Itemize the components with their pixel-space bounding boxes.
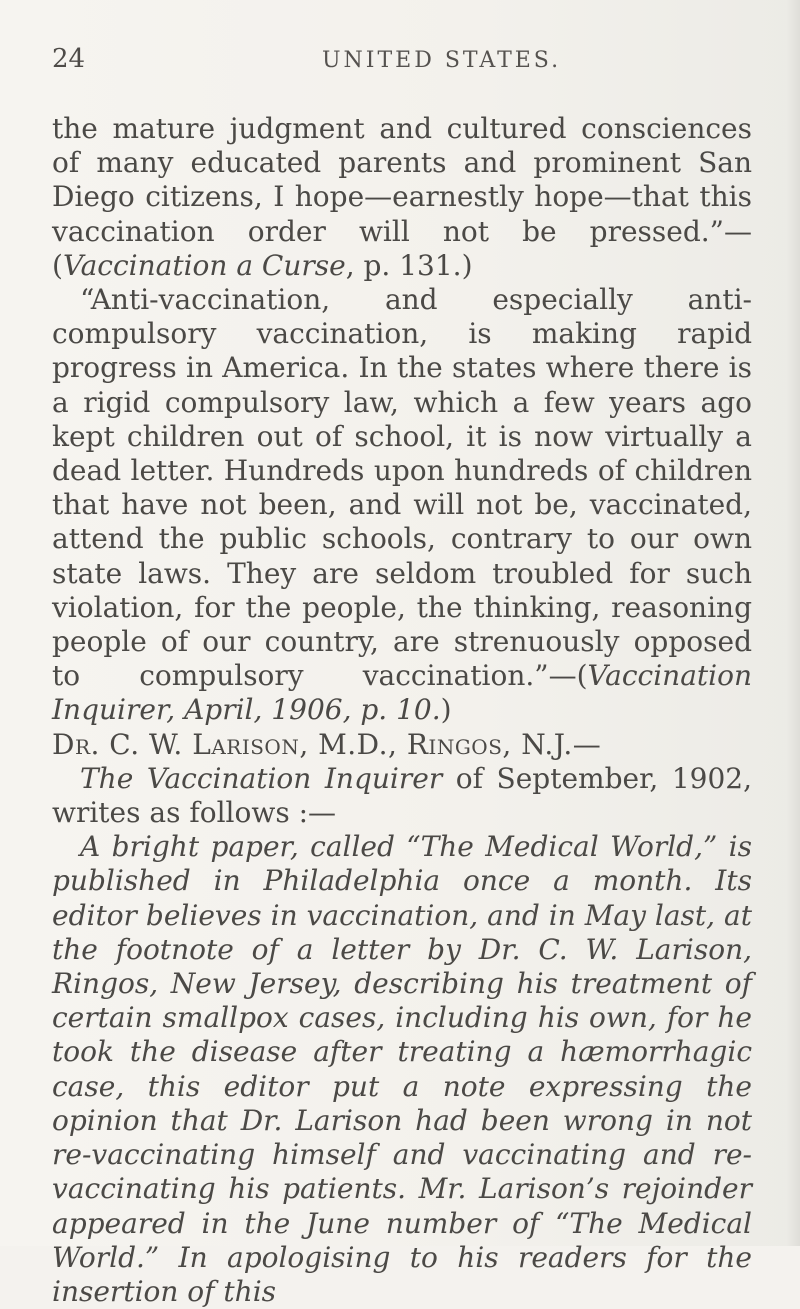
paragraph-inquirer-intro: The Vaccination Inquirer of September, 1902, writes as follows :— [52,761,752,830]
page-edge-shadow [786,0,800,1246]
body-text [52,112,752,1309]
citation-title: Vaccination a Curse [62,248,346,282]
author-heading: Dr. C. W. Larison, M.D., Ringos, N.J.— [52,727,602,761]
paragraph-anti-vaccination-quote: “Anti-vaccination, and especially anti-compulsory vaccination, is making rapid progress in America. In the states where there is a rigid compulsory law, which a few years ago kept children out of school, it is now virtually a dead letter. Hundreds upon hundreds of children that have not been, and will not be, vaccinated, attend the public schools, contrary to our own state laws. They are seldom troubled for such violation, for the people, the thinking, reasoning people of our country, are strenuously opposed to compulsory vaccination.”—(Vaccination Inquirer, April, 1906, p. 10.) [52,283,752,727]
citation-title: Vaccination Inquirer, April, 1906, p. 10. [52,659,752,727]
source-title: The Vaccination Inquirer [80,761,443,795]
page-header [52,44,752,84]
running-head: UNITED STATES. [322,48,562,73]
page-number: 24 [52,44,86,74]
paragraph-medical-world-quote: A bright paper, called “The Medical World,” is published in Philadelphia once a month. Its editor believes in vaccination, and in May last, at the footnote of a letter by Dr. C. W. Larison, Ringos, New Jersey, describing his treatment of certain smallpox cases, including his own, for he took the disease after treating a hæmorrhagic case, this editor put a note expressing the opinion that Dr. Larison had been wrong in not re-vaccinating himself and vaccinating and re-vaccinating his patients. Mr. Larison’s rejoinder appeared in the June number of “The Medical World.” In apologising to his readers for the insertion of this [52,830,752,1308]
paragraph-san-diego-quote: the mature judgment and cultured consciences of many educated parents and prominent San Diego citizens, I hope—earnestly hope—that this vaccination order will not be pressed.”—(Vaccination a Curse, p. 131.) [52,112,752,282]
